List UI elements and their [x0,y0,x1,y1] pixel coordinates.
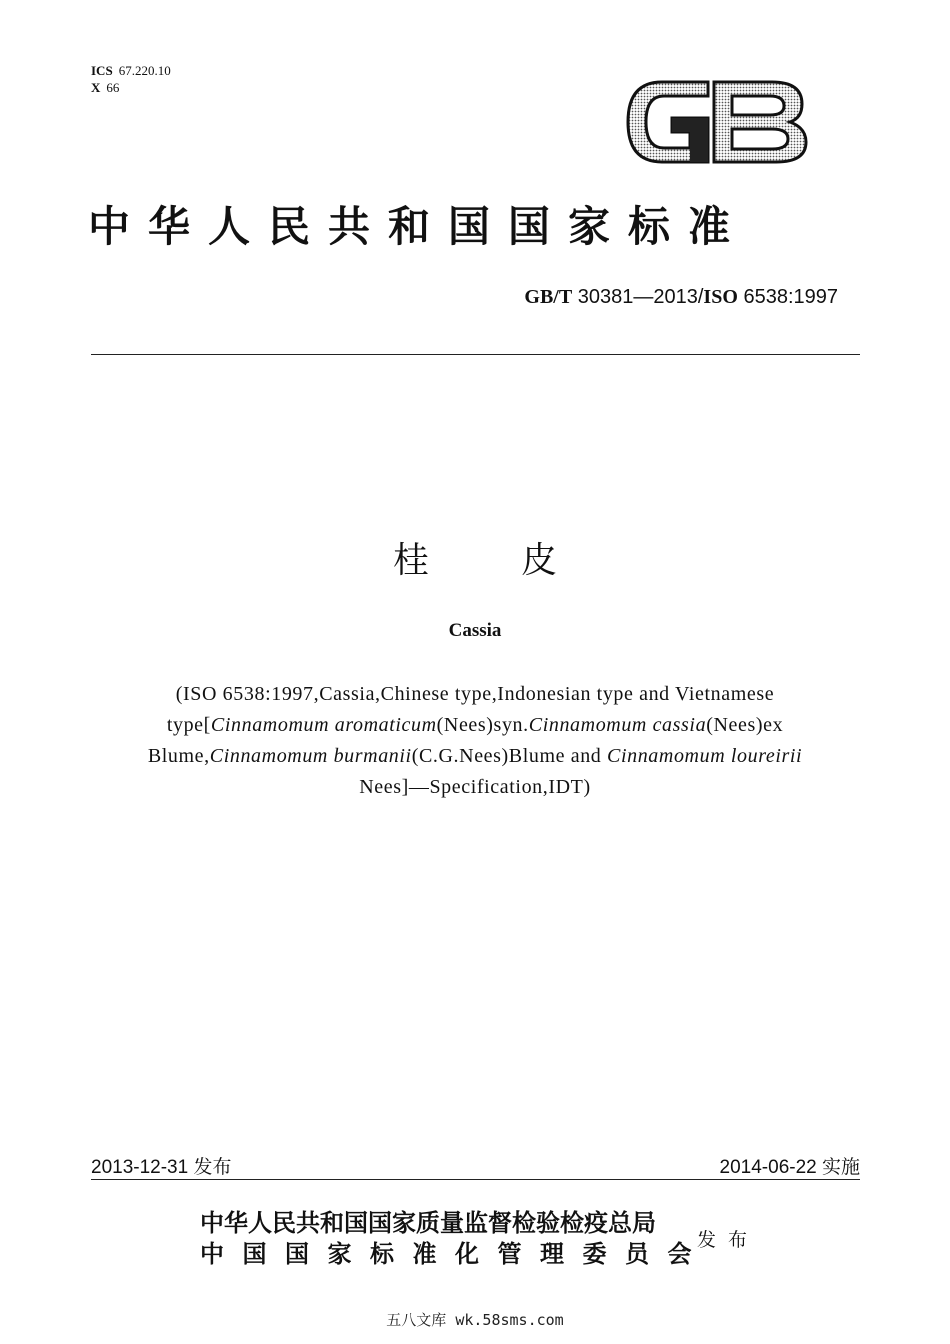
ics-code: 67.220.10 [118,63,171,78]
standard-number-prefix: GB/T [524,286,573,308]
iso-ref-text: Blume, [147,745,210,767]
iso-ref-text: (C.G.Nees)Blume and [411,745,608,767]
iso-reference [95,679,855,803]
iso-reference-line-2 [95,710,855,741]
footer-divider [91,1179,860,1180]
standard-number [524,286,838,309]
standard-number-iso-prefix: ISO [703,286,738,308]
watermark-footer: 五八文库 wk.58sms.com [386,1311,564,1329]
iso-ref-text: (Nees)ex [706,714,784,736]
iso-reference-line-1: (ISO 6538:1997,Cassia,Chinese type,Indonesian type and Vietnamese [175,683,775,705]
header-divider [91,354,860,355]
standard-number-main: 30381—2013/ [577,286,704,308]
iso-ref-text: type[ [166,714,211,736]
classification-code: 66 [106,80,120,95]
publish-label: 发布 [697,1229,760,1251]
iso-reference-line-4: Nees]—Specification,IDT) [359,776,591,798]
iso-ref-species: Cinnamomum cassia [528,714,707,736]
iso-ref-species: Cinnamomum burmanii [209,745,412,767]
iso-ref-species: Cinnamomum aromaticum [210,714,437,736]
issuer-line-2: 中国国家标准化管理委员会 [200,1240,710,1268]
iso-ref-species: Cinnamomum loureirii [607,745,803,767]
iso-ref-text: (Nees)syn. [436,714,529,736]
standard-number-iso: 6538:1997 [743,286,838,308]
document-title-en: Cassia [448,620,502,641]
classification-label: X [91,80,101,95]
ics-block [91,62,171,96]
gb-logo [622,74,810,170]
issuer-block [200,1208,710,1270]
document-title-cn: 桂皮 [392,540,649,581]
iso-reference-line-3 [95,741,855,772]
standard-organization-title: 中华人民共和国国家标准 [88,202,749,251]
issuer-line-1: 中华人民共和国国家质量监督检验检疫总局 [200,1209,656,1237]
ics-label: ICS [91,63,113,78]
classification-line [91,79,171,96]
ics-line [91,62,171,79]
issue-date: 2013-12-31 发布 [91,1157,232,1178]
implementation-date: 2014-06-22 实施 [719,1157,860,1178]
